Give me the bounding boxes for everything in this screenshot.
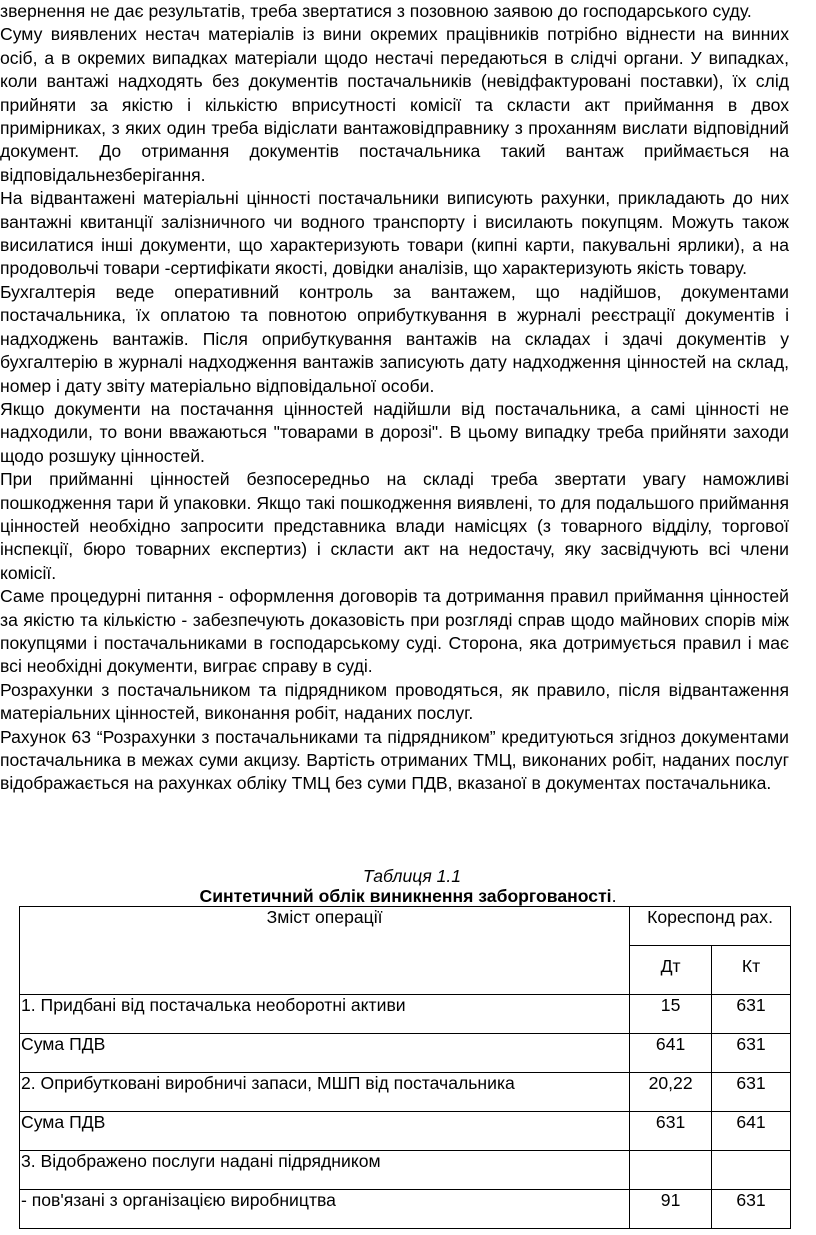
header-dt: Дт	[630, 946, 712, 995]
table-row	[20, 1151, 791, 1190]
table-title-text: Синтетичний облік виникнення заборгованості	[199, 886, 612, 906]
table-row	[20, 995, 791, 1034]
header-kt: Кт	[712, 946, 791, 995]
table-caption: Таблиця 1.1	[362, 866, 462, 886]
row-operation: 2. Оприбутковані виробничі запаси, МШП від постачальника	[20, 1073, 630, 1112]
table-title	[0, 886, 816, 907]
table-row	[20, 1034, 791, 1073]
header-correspondence: Кореспонд рах.	[630, 907, 791, 946]
paragraph: Саме процедурні питання - оформлення договорів та дотримання правил приймання цінностей за якістю та кількістю - забезпечують доказовість при розгляді справ щодо майнових спорів між покупцями і постачальниками в господарському суді. Сторона, яка дотримується правил і має всі необхідні документи, виграє справу в суді.	[0, 586, 789, 677]
row-kt	[712, 1151, 791, 1190]
paragraph: Якщо документи на постачання цінностей надійшли від постачальника, а самі цінності не надходили, то вони вважаються "товарами в дорозі". В цьому випадку треба прийняти заходи щодо розшуку цінностей.	[0, 398, 789, 466]
row-kt: 631	[712, 995, 791, 1034]
table-row	[20, 1073, 791, 1112]
paragraph: звернення не дає результатів, треба звертатися з позовною заявою до господарського суду.	[0, 1, 752, 21]
row-operation: 1. Придбані від постачалька необоротні активи	[20, 995, 630, 1034]
table-title-suffix: .	[611, 886, 617, 906]
row-dt: 20,22	[630, 1073, 712, 1112]
row-kt: 641	[712, 1112, 791, 1151]
row-operation: Сума ПДВ	[20, 1112, 630, 1151]
table-row	[20, 1190, 791, 1229]
table-row	[20, 1112, 791, 1151]
paragraph: Рахунок 63 “Розрахунки з постачальниками та підрядником” кредитуються згідноз документами постачальника в межах суми акцизу. Вартість отриманих ТМЦ, виконаних робіт, наданих послуг відображається на рахунках обліку ТМЦ без суми ПДВ, вказаної в документах постачальника.	[0, 726, 789, 794]
row-dt: 91	[630, 1190, 712, 1229]
paragraph: На відвантажені матеріальні цінності постачальники виписують рахунки, прикладають до них вантажні квитанції залізничного чи водного транспорту і висилають покупцям. Можуть також висилатися інші документи, що характеризують товари (кипні карти, пакувальні ярлики), а на продовольчі товари -сертифікати якості, довідки аналізів, що характеризують якість товару.	[0, 188, 789, 279]
paragraph: При прийманні цінностей безпосередньо на складі треба звертати увагу наможливі пошкодження тари й упаковки. Якщо такі пошкодження виявлені, то для подальшого приймання цінностей необхідно запросити представника влади намісцях (з товарного відділу, торгової інспекції, бюро товарних експертиз) і скласти акт на недостачу, яку засвідчують всі члени комісії.	[0, 469, 789, 583]
header-operation: Зміст операції	[20, 907, 630, 995]
row-kt: 631	[712, 1073, 791, 1112]
row-dt: 15	[630, 995, 712, 1034]
table-header-row	[20, 907, 791, 946]
row-operation: 3. Відображено послуги надані підрядником	[20, 1151, 630, 1190]
operations-table	[19, 906, 791, 1229]
paragraph: Бухгалтерія веде оперативний контроль за вантажем, що надійшов, документами постачальника, їх оплатою та повнотою оприбуткування в журналі реєстрації документів і надходжень вантажів. Після оприбуткування вантажів на складах і здачі документів у бухгалтерію в журналі надходження вантажів записують дату надходження цінностей на склад, номер і дату звіту матеріально відповідальної особи.	[0, 281, 789, 396]
row-kt: 631	[712, 1190, 791, 1229]
row-dt: 641	[630, 1034, 712, 1073]
row-operation: Сума ПДВ	[20, 1034, 630, 1073]
paragraph: Розрахунки з постачальником та підрядником проводяться, як правило, після відвантаження матеріальних цінностей, виконання робіт, наданих послуг.	[0, 679, 789, 724]
row-kt: 631	[712, 1034, 791, 1073]
paragraph: Суму виявлених нестач матеріалів із вини окремих працівників потрібно віднести на винних осіб, а в окремих випадках матеріали щодо нестачі передаються в слідчі органи. У випадках, коли вантажі надходять без документів постачальників (невідфактуровані поставки), їх слід прийняти за якістю і кількістю вприсутності комісії та скласти акт приймання в двох примірниках, з яких один треба відіслати вантажовідправнику з проханням вислати відповідний документ. До отримання документів постачальника такий вантаж приймається на відповідальнезберігання.	[0, 24, 789, 185]
row-dt: 631	[630, 1112, 712, 1151]
row-operation: - пов'язані з організацією виробництва	[20, 1190, 630, 1229]
row-dt	[630, 1151, 712, 1190]
